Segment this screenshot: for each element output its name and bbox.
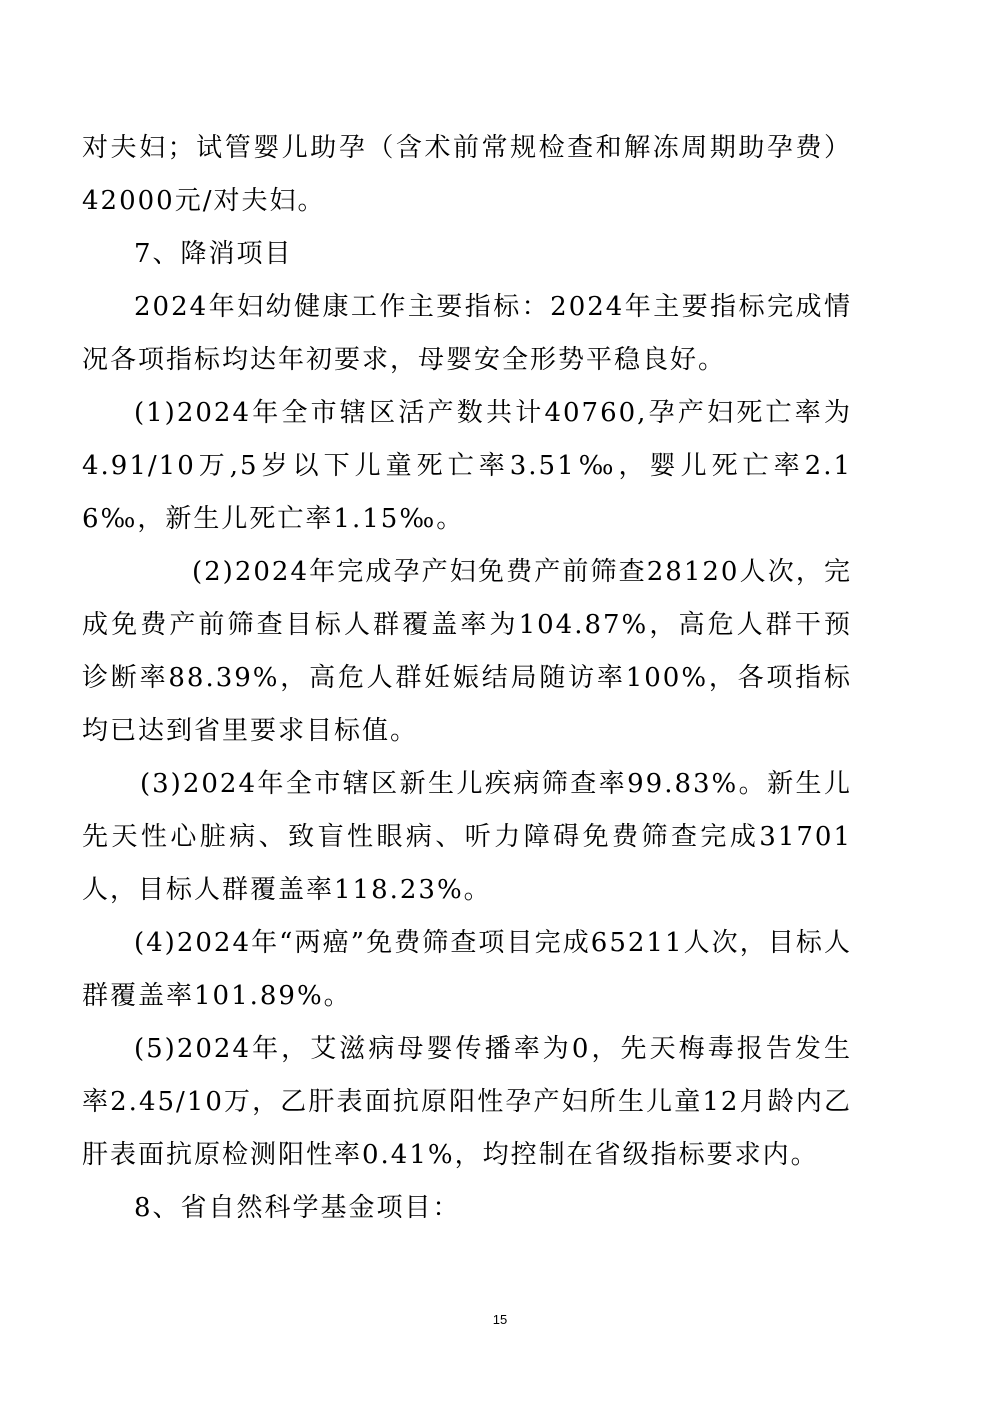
paragraph-main-indicators: 2024年妇幼健康工作主要指标：2024年主要指标完成情况各项指标均达年初要求，母婴安全形势平稳良好。 [82, 292, 852, 375]
paragraph-item-4: (4)2024年“两癌”免费筛查项目完成65211人次，目标人群覆盖率101.89%。 [82, 928, 852, 1011]
page-number: 15 [492, 1312, 508, 1327]
paragraph-item-5: (5)2024年，艾滋病母婴传播率为0，先天梅毒报告发生率2.45/10万，乙肝表面抗原阳性孕产妇所生儿童12月龄内乙肝表面抗原检测阳性率0.41%，均控制在省级指标要求内。 [82, 1034, 852, 1170]
body-text [82, 122, 852, 1235]
paragraph-item-3: (3)2024年全市辖区新生儿疾病筛查率99.83%。新生儿先天性心脏病、致盲性眼病、听力障碍免费筛查完成31701人，目标人群覆盖率118.23%。 [82, 769, 852, 905]
heading-item-8: 8、省自然科学基金项目： [134, 1193, 461, 1223]
paragraph-item-1: (1)2024年全市辖区活产数共计40760,孕产妇死亡率为4.91/10万,5岁以下儿童死亡率3.51‰，婴儿死亡率2.16‰，新生儿死亡率1.15‰。 [82, 398, 852, 534]
paragraph-item-2: (2)2024年完成孕产妇免费产前筛查28120人次，完成免费产前筛查目标人群覆盖率为104.87%，高危人群干预诊断率88.39%，高危人群妊娠结局随访率100%，各项指标均已达到省里要求目标值。 [82, 557, 852, 746]
paragraph-ivf-fee: 对夫妇；试管婴儿助孕（含术前常规检查和解冻周期助孕费）42000元/对夫妇。 [82, 133, 852, 216]
heading-item-7: 7、降消项目 [134, 239, 293, 269]
